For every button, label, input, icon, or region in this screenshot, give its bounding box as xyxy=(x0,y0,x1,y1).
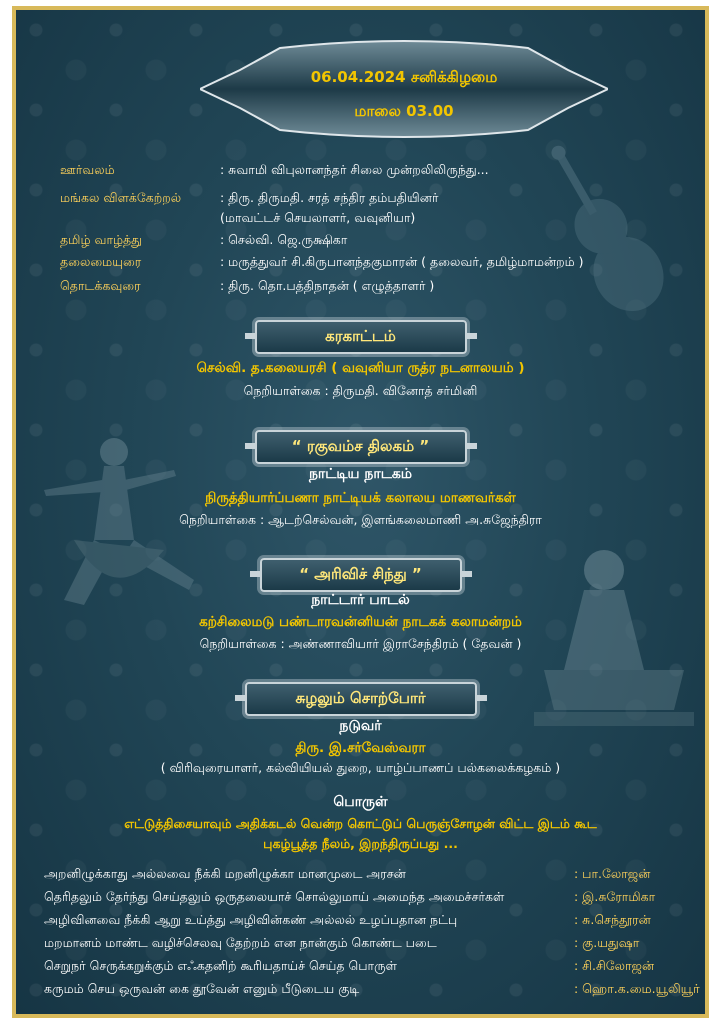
topic-heading: பொருள் xyxy=(333,794,388,810)
section-subtitle: நடுவர் xyxy=(339,718,382,734)
debater-topic: அறனிழுக்காது அல்லவை நீக்கி மறனிழுக்கா மானமுடை அரசன் xyxy=(44,866,406,881)
section-guide: நெறியாள்கை : திருமதி. வினோத் சர்மினி xyxy=(243,383,478,398)
debater-topic: செறுநர் செருக்கறுக்கும் எஃகதனிற் கூரியதாய்ச் செய்த பொருள் xyxy=(44,958,397,973)
program-label: தொடக்கவுரை xyxy=(60,278,141,293)
section-badge xyxy=(260,558,462,592)
debater-topic: கருமம் செய ஒருவன் கை தூவேன் எனும் பீடுடைய குடி xyxy=(44,981,360,996)
section-title: கரகாட்டம் xyxy=(325,327,396,345)
debater-name: : இ.சுரோமிகா xyxy=(574,889,656,904)
debater-name: : பா.லோஜன் xyxy=(574,866,651,881)
program-label: தலைமையுரை xyxy=(60,254,142,269)
section-group: திரு. இ.சர்வேஸ்வரா xyxy=(295,740,426,756)
event-date: 06.04.2024 சனிக்கிழமை xyxy=(310,68,498,86)
topic-line-1: எட்டுத்திசையாவும் அதிக்கடல் வென்ற கொட்டுப் பெருஞ்சோழன் விட்ட இடம் கூட xyxy=(124,816,597,831)
section-title: சுழலும் சொற்போர் xyxy=(295,689,426,707)
debater-name: : சு.செந்தூரன் xyxy=(574,912,651,927)
section-guide: ( விரிவுரையாளர், கல்வியியல் துறை, யாழ்ப்பாணப் பல்கலைக்கழகம் ) xyxy=(160,760,561,775)
section-subtitle: நாட்டிய நாடகம் xyxy=(308,466,413,482)
violin-illustration xyxy=(536,130,676,340)
debater-name: : கு.யதுஷா xyxy=(574,935,640,950)
section-subtitle: நாட்டார் பாடல் xyxy=(311,592,410,608)
section-group: நிருத்தியார்ப்பணா நாட்டியக் கலாலய மாணவர்கள் xyxy=(205,490,516,506)
topic-line-2: புகழ்பூத்த நீலம், இறந்திருப்பது ... xyxy=(263,836,458,851)
program-value: : சுவாமி விபுலானந்தர் சிலை முன்றலிலிருந்து... xyxy=(220,162,489,177)
section-badge xyxy=(255,430,467,464)
program-label: ஊர்வலம் xyxy=(60,162,115,177)
section-group: கற்சிலைமடு பண்டாரவன்னியன் நாடகக் கலாமன்றம் xyxy=(199,614,522,630)
debater-topic: அழிவினவை நீக்கி ஆறு உய்த்து அழிவின்கண் அல்லல் உழப்பதான நட்பு xyxy=(44,912,458,927)
section-badge xyxy=(245,682,477,716)
date-banner xyxy=(200,40,608,138)
program-value: : திரு. தொ.பத்திநாதன் ( எழுத்தாளர் ) xyxy=(220,278,435,293)
section-title: “ ரகுவம்ச திலகம் ” xyxy=(291,437,430,455)
program-label: தமிழ் வாழ்த்து xyxy=(60,232,143,247)
program-value: : செல்வி. ஜெ.ருக்ஷிகா xyxy=(220,232,348,247)
section-group: செல்வி. த.கலையரசி ( வவுனியா ருத்ர நடனாலயம் ) xyxy=(196,360,525,376)
debater-topic: மறமானம் மாண்ட வழிச்செலவு தேற்றம் என நான்கும் கொண்ட படை xyxy=(44,935,437,950)
section-guide: நெறியாள்கை : ஆடற்செல்வன், இளங்கலைமாணி அ.சுஜேந்திரா xyxy=(179,512,542,527)
event-time: மாலை 03.00 xyxy=(354,102,454,120)
program-value: : மருத்துவர் சி.கிருபானந்தகுமாரன் ( தலைவர், தமிழ்மாமன்றம் ) xyxy=(220,254,584,269)
program-value: : திரு. திருமதி. சரத் சந்திர தம்பதியினர் xyxy=(220,190,439,205)
section-badge xyxy=(255,320,467,354)
debater-name: : ஹொ.க.மை.யூலியூர் xyxy=(574,981,700,996)
program-value-second-line: (மாவட்டச் செயலாளர், வவுனியா) xyxy=(220,210,416,225)
debater-topic: தெரிதலும் தேர்ந்து செய்தலும் ஒருதலையாச் சொல்லுமாய் அமைந்த அமைச்சர்கள் xyxy=(44,889,505,904)
section-title: “ அரிவிச் சிந்து ” xyxy=(299,565,422,583)
invitation-page xyxy=(12,6,709,1018)
section-guide: நெறியாள்கை : அண்ணாவியார் இராசேந்திரம் ( தேவன் ) xyxy=(199,636,522,651)
program-label: மங்கல விளக்கேற்றல் xyxy=(60,190,182,205)
debater-name: : சி.சிலோஜன் xyxy=(574,958,655,973)
